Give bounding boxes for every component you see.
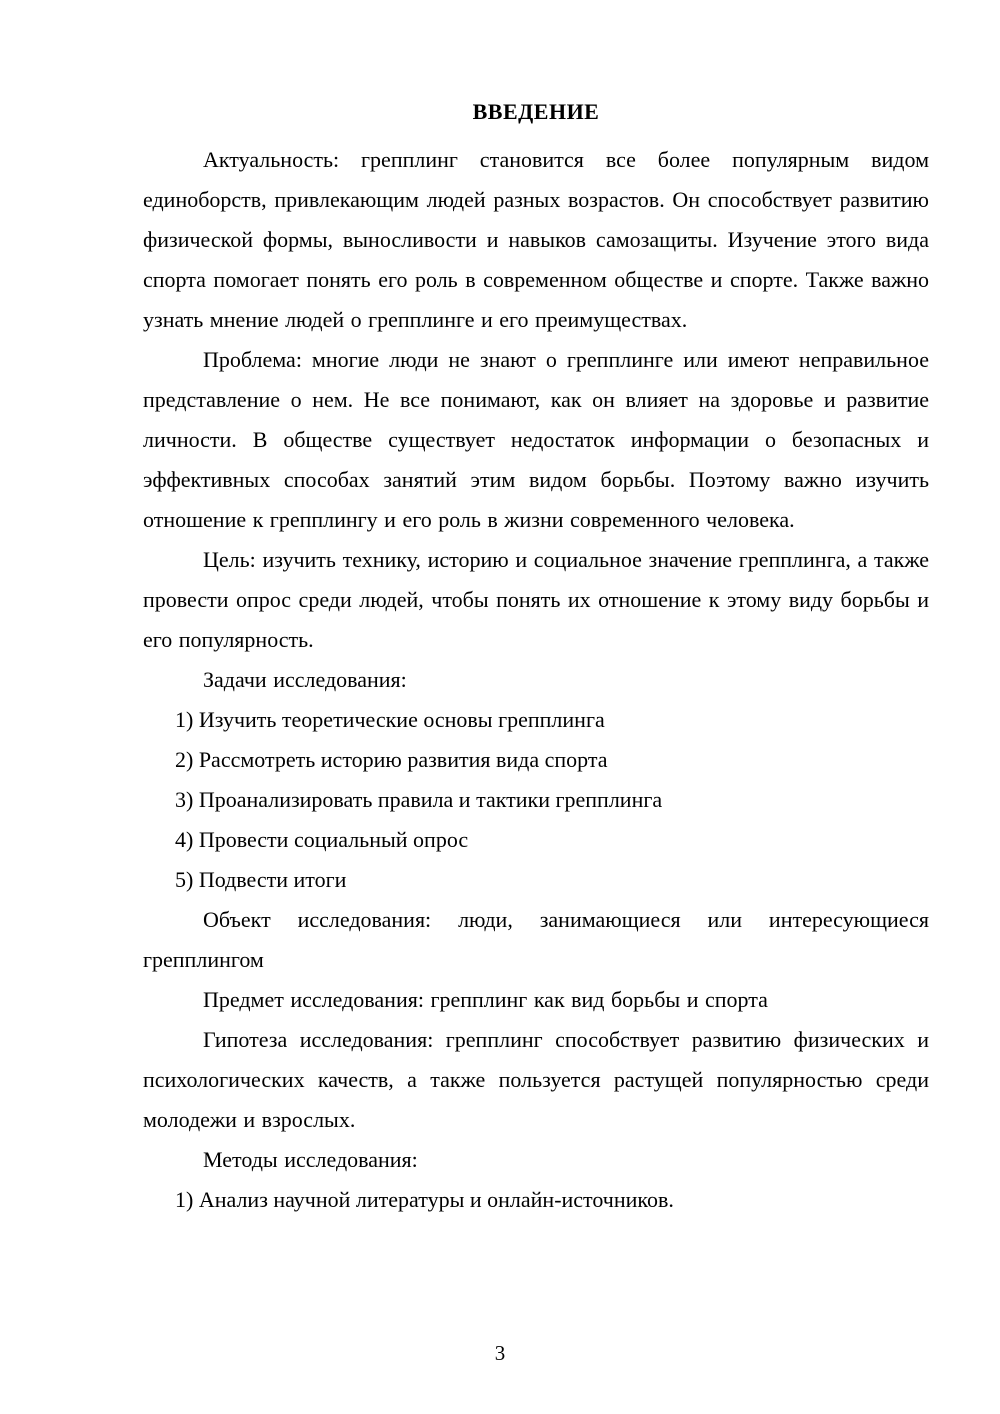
paragraph-object: Объект исследования: люди, занимающиеся или интересующиеся грепплингом bbox=[143, 907, 929, 972]
tasks-heading: Задачи исследования: bbox=[203, 667, 407, 692]
page-number: 3 bbox=[494, 1341, 506, 1365]
methods-heading: Методы исследования: bbox=[203, 1147, 418, 1172]
paragraph-goal: Цель: изучить технику, историю и социальное значение грепплинга, а также провести опрос среди людей, чтобы понять их отношение к этому виду борьбы и его популярность. bbox=[143, 547, 929, 652]
task-item-2: 2) Рассмотреть историю развития вида спорта bbox=[175, 747, 608, 772]
method-item-1: 1) Анализ научной литературы и онлайн-источников. bbox=[175, 1187, 674, 1212]
tasks-list bbox=[143, 700, 929, 900]
paragraph-hypothesis: Гипотеза исследования: грепплинг способствует развитию физических и психологических качеств, а также пользуется растущей популярностью среди молодежи и взрослых. bbox=[143, 1027, 929, 1132]
paragraph-problem: Проблема: многие люди не знают о грепплинге или имеют неправильное представление о нем. Не все понимают, как он влияет на здоровье и развитие личности. В обществе существует недостаток информации о безопасных и эффективных способах занятий этим видом борьбы. Поэтому важно изучить отношение к грепплингу и его роль в жизни современного человека. bbox=[143, 347, 929, 532]
task-item-1: 1) Изучить теоретические основы грепплинга bbox=[175, 707, 605, 732]
task-item-4: 4) Провести социальный опрос bbox=[175, 827, 469, 852]
paragraph-relevance: Актуальность: грепплинг становится все более популярным видом единоборств, привлекающим людей разных возрастов. Он способствует развитию физической формы, выносливости и навыков самозащиты. Изучение этого вида спорта помогает понять его роль в современном обществе и спорте. Также важно узнать мнение людей о грепплинге и его преимуществах. bbox=[143, 147, 929, 332]
paragraph-subject: Предмет исследования: грепплинг как вид борьбы и спорта bbox=[203, 987, 768, 1012]
methods-list bbox=[143, 1180, 929, 1220]
task-item-5: 5) Подвести итоги bbox=[175, 867, 347, 892]
page-title: ВВЕДЕНИЕ bbox=[472, 99, 600, 124]
task-item-3: 3) Проанализировать правила и тактики грепплинга bbox=[175, 787, 663, 812]
